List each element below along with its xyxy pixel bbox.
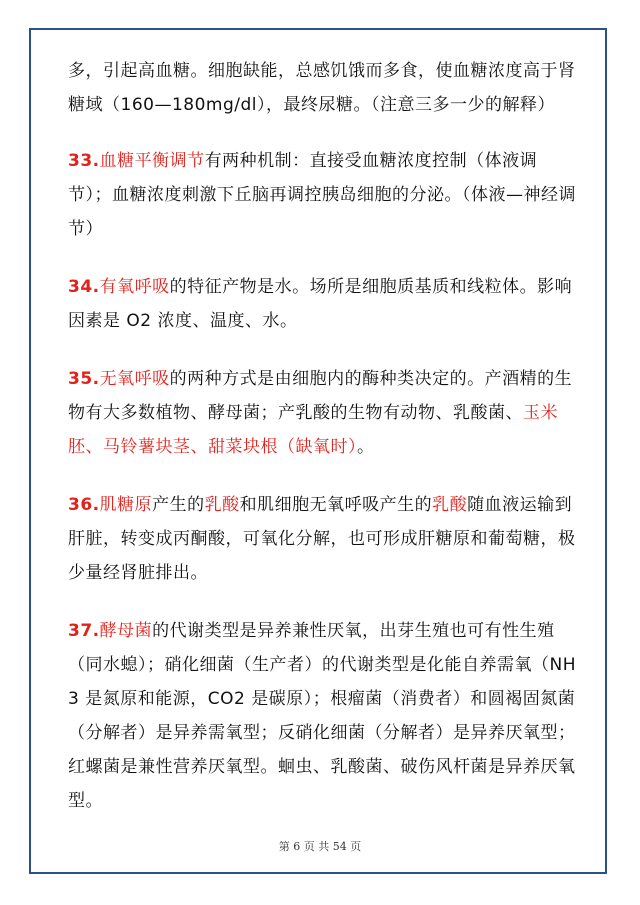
paragraph-text: 多，引起高血糖。细胞缺能，总感饥饿而多食，使血糖浓度高于肾糖域（160—180mg/dl），最终尿糖。（注意三多一少的解释） — [68, 61, 576, 115]
paragraph-text: 随血液运输到肝脏，转变成丙酮酸，可氧化分解，也可形成肝糖原和葡萄糖，极少量经肾脏排出。 — [68, 495, 576, 583]
item-number: 37. — [68, 621, 100, 641]
paragraph-text: 。 — [357, 437, 375, 457]
paragraph-33 — [68, 144, 580, 246]
paragraph-text: 和肌细胞无氧呼吸产生的 — [239, 495, 433, 515]
item-number: 35. — [68, 369, 100, 389]
item-number: 34. — [68, 277, 100, 297]
highlighted-text: 玉米胚、马铃薯块茎、甜菜块根（缺氧时） — [68, 403, 558, 457]
current-page-number: 6 — [293, 840, 301, 853]
item-number: 33. — [68, 151, 100, 171]
paragraph-34 — [68, 270, 580, 338]
item-number: 36. — [68, 495, 100, 515]
total-page-count: 54 — [332, 840, 347, 853]
footer-prefix: 第 — [278, 840, 290, 853]
paragraph-text: 产生的 — [152, 495, 205, 515]
key-term: 无氧呼吸 — [99, 369, 170, 389]
paragraph-35 — [68, 362, 580, 464]
document-body — [68, 54, 580, 842]
highlighted-text: 乳酸 — [204, 495, 240, 515]
key-term: 血糖平衡调节 — [99, 151, 205, 171]
paragraph-continued — [68, 54, 580, 122]
paragraph-text: 的两种方式是由细胞内的酶种类决定的。产酒精的生物有大多数植物、酵母菌；产乳酸的生物有动物、乳酸菌、 — [68, 369, 573, 423]
paragraph-37 — [68, 614, 580, 818]
paragraph-36 — [68, 488, 580, 590]
highlighted-text: 乳酸 — [432, 495, 468, 515]
paragraph-text: 的代谢类型是异养兼性厌氧，出芽生殖也可有性生殖（同水螅）；硝化细菌（生产者）的代谢类型是化能自养需氧（NH3 是氮原和能源，CO2 是碳原）；根瘤菌（消费者）和圆褐固氮菌（分解者）是异养需氧型；反硝化细菌（分解者）是异养厌氧型；红螺菌是兼性营养厌氧型。蛔虫、乳酸菌、破伤风杆菌是异养厌氧型。 — [68, 621, 576, 811]
key-term: 酵母菌 — [99, 621, 153, 641]
footer-middle: 页 共 — [303, 840, 330, 853]
paragraph-text: 的特征产物是水。场所是细胞质基质和线粒体。影响因素是 O2 浓度、温度、水。 — [68, 277, 573, 331]
footer-suffix: 页 — [350, 840, 362, 853]
paragraph-text: 有两种机制：直接受血糖浓度控制（体液调节）；血糖浓度刺激下丘脑再调控胰岛细胞的分泌。（体液—神经调节） — [68, 151, 576, 239]
key-term: 肌糖原 — [99, 495, 153, 515]
key-term: 有氧呼吸 — [99, 277, 170, 297]
page-footer — [0, 838, 640, 854]
